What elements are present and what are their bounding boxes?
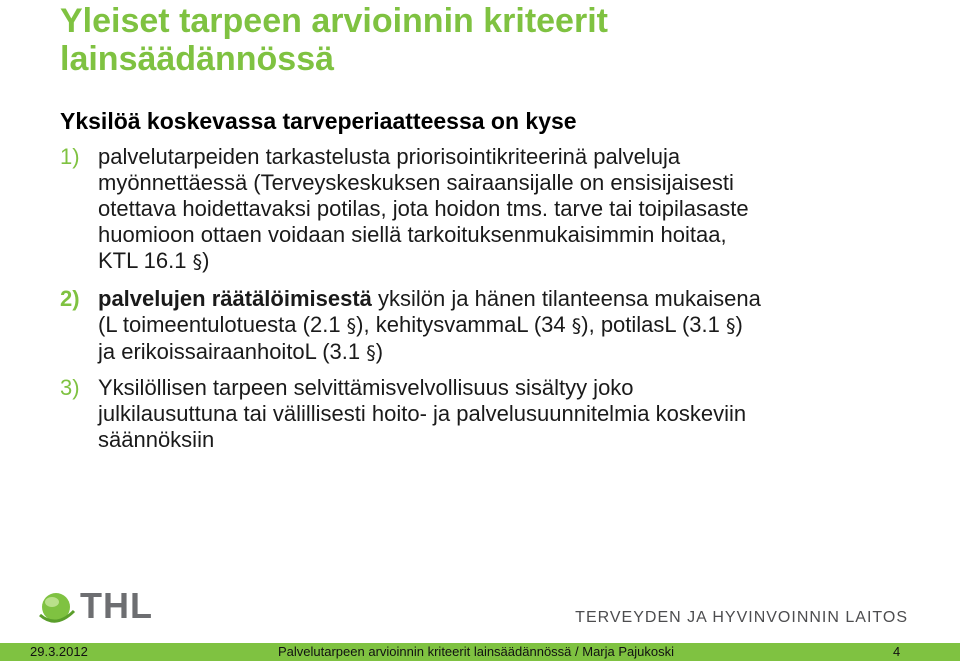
- text-line: palvelutarpeiden tarkastelusta priorisointikriteerinä palveluja: [98, 144, 681, 169]
- text-line: [98, 248, 940, 275]
- section-symbol: §: [192, 251, 203, 273]
- list-item-2: [60, 286, 940, 366]
- list-number: 2): [60, 286, 80, 311]
- text-line: otettava hoidettavaksi potilas, jota hoidon tms. tarve tai toipilasaste: [98, 196, 749, 221]
- bold-lead: palvelujen räätälöimisestä: [98, 286, 372, 311]
- section-symbol: §: [725, 315, 736, 337]
- list-number: 3): [60, 375, 80, 400]
- section-symbol: §: [571, 315, 582, 337]
- list-item-body: [98, 286, 940, 366]
- logo-wordmark: THL: [80, 585, 153, 626]
- text-line: myönnettäessä (Terveyskeskuksen sairaansijalle on ensisijaisesti: [98, 170, 734, 195]
- list-number: 1): [60, 144, 80, 169]
- footer-bar: [0, 643, 960, 661]
- text-line: huomioon ottaen voidaan siellä tarkoituksenmukaisimmin hoitaa,: [98, 222, 727, 247]
- text-line: julkilausuttuna tai välillisesti hoito- ja palvelusuunnitelmia koskeviin: [98, 401, 747, 426]
- text-line: [98, 312, 940, 339]
- text-fragment: ), kehitysvammaL (34: [356, 312, 572, 337]
- text-fragment: ): [202, 248, 210, 273]
- list-item-3: [60, 375, 940, 453]
- section-symbol: §: [346, 315, 357, 337]
- list-item-1: [60, 144, 940, 275]
- footer-date: 29.3.2012: [30, 644, 88, 659]
- text-line: Yksilöllisen tarpeen selvittämisvelvollisuus sisältyy joko: [98, 375, 634, 400]
- text-fragment: ja erikoissairaanhoitoL (3.1: [98, 339, 367, 364]
- footer-page-number: 4: [893, 644, 901, 659]
- section-symbol: §: [366, 342, 376, 364]
- text-fragment: KTL 16.1: [98, 248, 193, 273]
- text-fragment: ), potilasL (3.1: [581, 312, 726, 337]
- footer-presentation-title: Palvelutarpeen arvioinnin kriteerit lainsäädännössä / Marja Pajukoski: [278, 644, 674, 659]
- text-line: säännöksiin: [98, 427, 215, 452]
- title-line-1: Yleiset tarpeen arvioinnin kriteerit: [60, 2, 608, 40]
- text-line: [98, 339, 940, 366]
- slide-title: [60, 2, 860, 78]
- text-fragment: yksilön ja hänen tilanteensa mukaisena: [371, 286, 761, 311]
- text-fragment: (L toimeentulotuesta (2.1: [98, 312, 347, 337]
- text-line: [98, 286, 940, 312]
- text-fragment: ): [375, 339, 384, 364]
- list-item-body: [98, 144, 940, 275]
- text-fragment: ): [735, 312, 743, 337]
- title-line-2: lainsäädännössä: [60, 40, 335, 78]
- slide-subtitle: Yksilöä koskevassa tarveperiaatteessa on kyse: [60, 108, 577, 134]
- organization-name: TERVEYDEN JA HYVINVOINNIN LAITOS: [575, 609, 908, 626]
- list-item-body: [98, 375, 940, 453]
